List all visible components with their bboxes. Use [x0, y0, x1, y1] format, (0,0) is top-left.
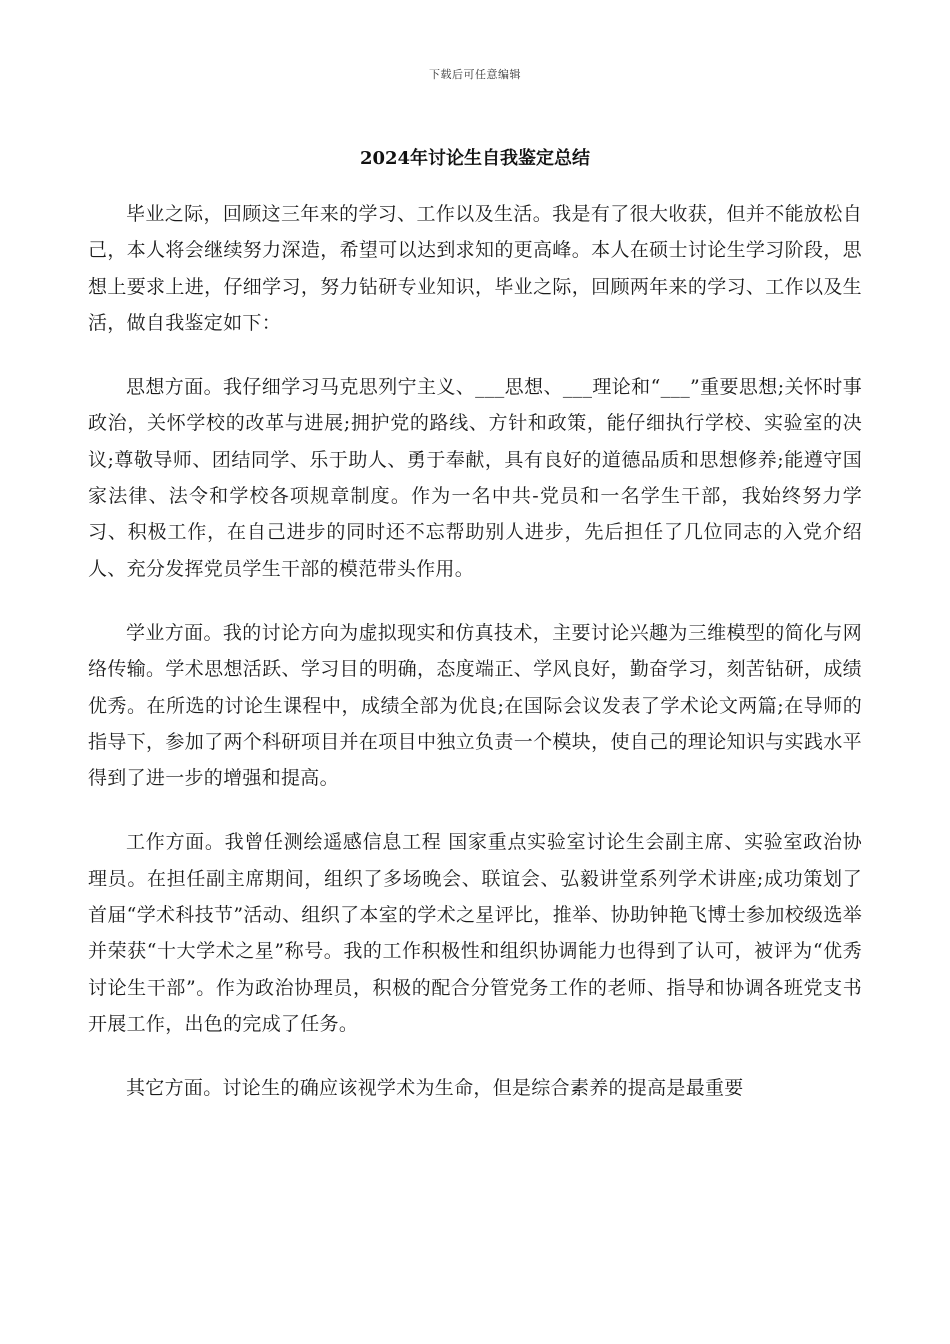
document-body	[88, 196, 862, 1135]
document-title: 2024年讨论生自我鉴定总结	[359, 148, 591, 169]
paragraph-ideology: 思想方面。我仔细学习马克思列宁主义、___思想、___理论和“___”重要思想;关怀时事政治，关怀学校的改革与进展;拥护党的路线、方针和政策，能仔细执行学校、实验室的决议;尊敬导师、团结同学、乐于助人、勇于奉献，具有良好的道德品质和思想修养;能遵守国家法律、法令和学校各项规章制度。作为一名中共-党员和一名学生干部，我始终努力学习、积极工作，在自己进步的同时还不忘帮助别人进步，先后担任了几位同志的入党介绍人、充分发挥党员学生干部的模范带头作用。	[88, 376, 862, 580]
paragraph-other: 其它方面。讨论生的确应该视学术为生命，但是综合素养的提高是最重要	[126, 1077, 744, 1100]
paragraph-intro: 毕业之际，回顾这三年来的学习、工作以及生活。我是有了很大收获，但并不能放松自己，本人将会继续努力深造，希望可以达到求知的更高峰。本人在硕士讨论生学习阶段，思想上要求上进，仔细学习，努力钻研专业知识，毕业之际，回顾两年来的学习、工作以及生活，做自我鉴定如下：	[88, 203, 862, 334]
header-note: 下载后可任意编辑	[429, 68, 521, 81]
paragraph-academics: 学业方面。我的讨论方向为虚拟现实和仿真技术，主要讨论兴趣为三维模型的简化与网络传输。学术思想活跃、学习目的明确，态度端正、学风良好，勤奋学习，刻苦钻研，成绩优秀。在所选的讨论生课程中，成绩全部为优良;在国际会议发表了学术论文两篇;在导师的指导下，参加了两个科研项目并在项目中独立负责一个模块，使自己的理论知识与实践水平得到了进一步的增强和提高。	[88, 621, 862, 790]
paragraph-work: 工作方面。我曾任测绘遥感信息工程 国家重点实验室讨论生会副主席、实验室政治协理员。在担任副主席期间，组织了多场晚会、联谊会、弘毅讲堂系列学术讲座;成功策划了首届“学术科技节”活动、组织了本室的学术之星评比，推举、协助钟艳飞博士参加校级选举并荣获“十大学术之星”称号。我的工作积极性和组织协调能力也得到了认可，被评为“优秀讨论生干部”。作为政治协理员，积极的配合分管党务工作的老师、指导和协调各班党支书开展工作，出色的完成了任务。	[88, 831, 862, 1035]
